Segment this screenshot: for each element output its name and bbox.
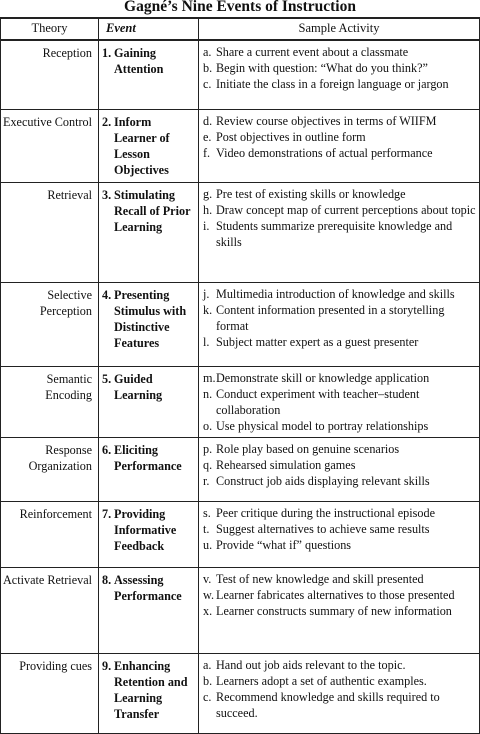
activity-text: Test of new knowledge and skill presented — [216, 572, 424, 586]
activity-text: Multimedia introduction of knowledge and skills — [216, 287, 455, 301]
event-name: Enhancing Retention and Learning Transfer — [114, 659, 188, 721]
activity-letter: e. — [203, 130, 212, 144]
activity-text: Learner constructs summary of new information — [216, 604, 452, 618]
event-name: Providing Informative Feedback — [114, 507, 177, 553]
activity-letter: x. — [203, 604, 213, 618]
event-cell — [99, 110, 199, 183]
activity-letter: q. — [203, 458, 213, 472]
activity-item — [203, 473, 477, 489]
activity-letter: f. — [203, 146, 211, 160]
event-number: 3. — [102, 188, 112, 202]
header-event: Event — [99, 18, 199, 40]
activity-text: Subject matter expert as a guest presenter — [216, 335, 419, 349]
event-name: Assessing Performance — [114, 573, 182, 603]
event-number: 1. — [102, 46, 112, 60]
activity-text: Initiate the class in a foreign language or jargon — [216, 77, 449, 91]
activity-item — [203, 457, 477, 473]
activity-letter: d. — [203, 114, 213, 128]
header-row — [1, 18, 480, 40]
activity-item — [203, 689, 477, 721]
event-number: 8. — [102, 573, 112, 587]
activity-letter: t. — [203, 522, 210, 536]
activity-item — [203, 218, 477, 250]
event-cell — [99, 283, 199, 367]
event-name: Presenting Stimulus with Distinctive Features — [114, 288, 187, 350]
event-number: 4. — [102, 288, 112, 302]
activity-letter: k. — [203, 303, 213, 317]
activity-item — [203, 673, 477, 689]
activity-text: Content information presented in a storytelling format — [216, 303, 445, 333]
activity-item — [203, 334, 477, 350]
activity-text: Demonstrate skill or knowledge application — [216, 371, 430, 385]
event-cell — [99, 367, 199, 438]
activity-letter: b. — [203, 674, 213, 688]
header-activity: Sample Activity — [199, 18, 480, 40]
table-row — [1, 568, 480, 654]
activity-text: Construct job aids displaying relevant skills — [216, 474, 430, 488]
activities-cell — [199, 40, 480, 110]
activity-item — [203, 113, 477, 129]
event-name: Eliciting Performance — [114, 443, 182, 473]
activity-text: Pre test of existing skills or knowledge — [216, 187, 406, 201]
activity-item — [203, 370, 477, 386]
activity-item — [203, 76, 477, 92]
activity-text: Review course objectives in terms of WIIFM — [216, 114, 437, 128]
activity-item — [203, 386, 477, 418]
activities-cell — [199, 438, 480, 502]
activity-letter: n. — [203, 387, 213, 401]
activity-text: Peer critique during the instructional episode — [216, 506, 435, 520]
activity-letter: c. — [203, 690, 212, 704]
activity-letter: o. — [203, 419, 213, 433]
activities-cell — [199, 283, 480, 367]
activity-item — [203, 129, 477, 145]
event-cell — [99, 40, 199, 110]
activity-letter: a. — [203, 658, 212, 672]
event-number: 6. — [102, 443, 112, 457]
event-cell — [99, 183, 199, 283]
activity-item — [203, 44, 477, 60]
theory-cell: Retrieval — [1, 183, 99, 283]
activity-text: Rehearsed simulation games — [216, 458, 356, 472]
event-number: 9. — [102, 659, 112, 673]
activities-cell — [199, 183, 480, 283]
activity-item — [203, 418, 477, 434]
activity-letter: a. — [203, 45, 212, 59]
activities-cell — [199, 367, 480, 438]
activity-item — [203, 505, 477, 521]
theory-cell: Providing cues — [1, 654, 99, 734]
activity-text: Use physical model to portray relationships — [216, 419, 429, 433]
header-theory: Theory — [1, 18, 99, 40]
event-number: 7. — [102, 507, 112, 521]
activity-letter: g. — [203, 187, 213, 201]
events-table — [0, 17, 480, 734]
activity-text: Begin with question: “What do you think?” — [216, 61, 428, 75]
activity-item — [203, 441, 477, 457]
activity-item — [203, 186, 477, 202]
theory-cell: Reception — [1, 40, 99, 110]
activity-text: Role play based on genuine scenarios — [216, 442, 400, 456]
event-cell — [99, 654, 199, 734]
activity-text: Hand out job aids relevant to the topic. — [216, 658, 406, 672]
event-name: Stimulating Recall of Prior Learning — [114, 188, 191, 234]
theory-cell: Reinforcement — [1, 502, 99, 568]
theory-cell: Activate Retrieval — [1, 568, 99, 654]
table-row — [1, 183, 480, 283]
activity-item — [203, 587, 477, 603]
activity-text: Conduct experiment with teacher–student collaboration — [216, 387, 420, 417]
event-name: Guided Learning — [114, 372, 163, 402]
activity-item — [203, 286, 477, 302]
activity-text: Suggest alternatives to achieve same results — [216, 522, 430, 536]
event-cell — [99, 438, 199, 502]
table-row — [1, 283, 480, 367]
event-name: Gaining Attention — [114, 46, 164, 76]
activities-cell — [199, 568, 480, 654]
event-cell — [99, 502, 199, 568]
table-row — [1, 654, 480, 734]
activity-text: Learner fabricates alternatives to those presented — [216, 588, 455, 602]
table-row — [1, 40, 480, 110]
activities-cell — [199, 502, 480, 568]
activity-item — [203, 521, 477, 537]
activity-letter: r. — [203, 474, 210, 488]
activity-item — [203, 571, 477, 587]
event-number: 5. — [102, 372, 112, 386]
activity-letter: c. — [203, 77, 212, 91]
event-cell — [99, 568, 199, 654]
table-row — [1, 110, 480, 183]
activity-item — [203, 603, 477, 619]
activity-letter: l. — [203, 335, 210, 349]
activities-cell — [199, 654, 480, 734]
activity-item — [203, 60, 477, 76]
activities-cell — [199, 110, 480, 183]
activity-letter: p. — [203, 442, 213, 456]
activity-item — [203, 202, 477, 218]
activity-letter: m. — [203, 371, 216, 385]
table-row — [1, 438, 480, 502]
activity-letter: v. — [203, 572, 212, 586]
activity-letter: s. — [203, 506, 211, 520]
document-title: Gagné’s Nine Events of Instruction — [124, 0, 356, 15]
event-name: Inform Learner of Lesson Objectives — [114, 115, 170, 177]
activity-text: Learners adopt a set of authentic examples. — [216, 674, 427, 688]
activity-item — [203, 145, 477, 161]
theory-cell: Response Organization — [1, 438, 99, 502]
activity-text: Video demonstrations of actual performance — [216, 146, 433, 160]
activity-text: Share a current event about a classmate — [216, 45, 409, 59]
activity-item — [203, 302, 477, 334]
table-row — [1, 367, 480, 438]
theory-cell: Executive Control — [1, 110, 99, 183]
activity-letter: b. — [203, 61, 213, 75]
event-number: 2. — [102, 115, 112, 129]
theory-cell: Semantic Encoding — [1, 367, 99, 438]
activity-letter: i. — [203, 219, 210, 233]
activity-item — [203, 657, 477, 673]
activity-text: Provide “what if” questions — [216, 538, 352, 552]
activity-letter: j. — [203, 287, 210, 301]
theory-cell: Selective Perception — [1, 283, 99, 367]
activity-letter: w. — [203, 588, 215, 602]
activity-text: Students summarize prerequisite knowledge and skills — [216, 219, 453, 249]
activity-item — [203, 537, 477, 553]
activity-text: Draw concept map of current perceptions about topic — [216, 203, 476, 217]
activity-text: Post objectives in outline form — [216, 130, 366, 144]
activity-letter: h. — [203, 203, 213, 217]
activity-text: Recommend knowledge and skills required to succeed. — [216, 690, 440, 720]
table-row — [1, 502, 480, 568]
activity-letter: u. — [203, 538, 213, 552]
